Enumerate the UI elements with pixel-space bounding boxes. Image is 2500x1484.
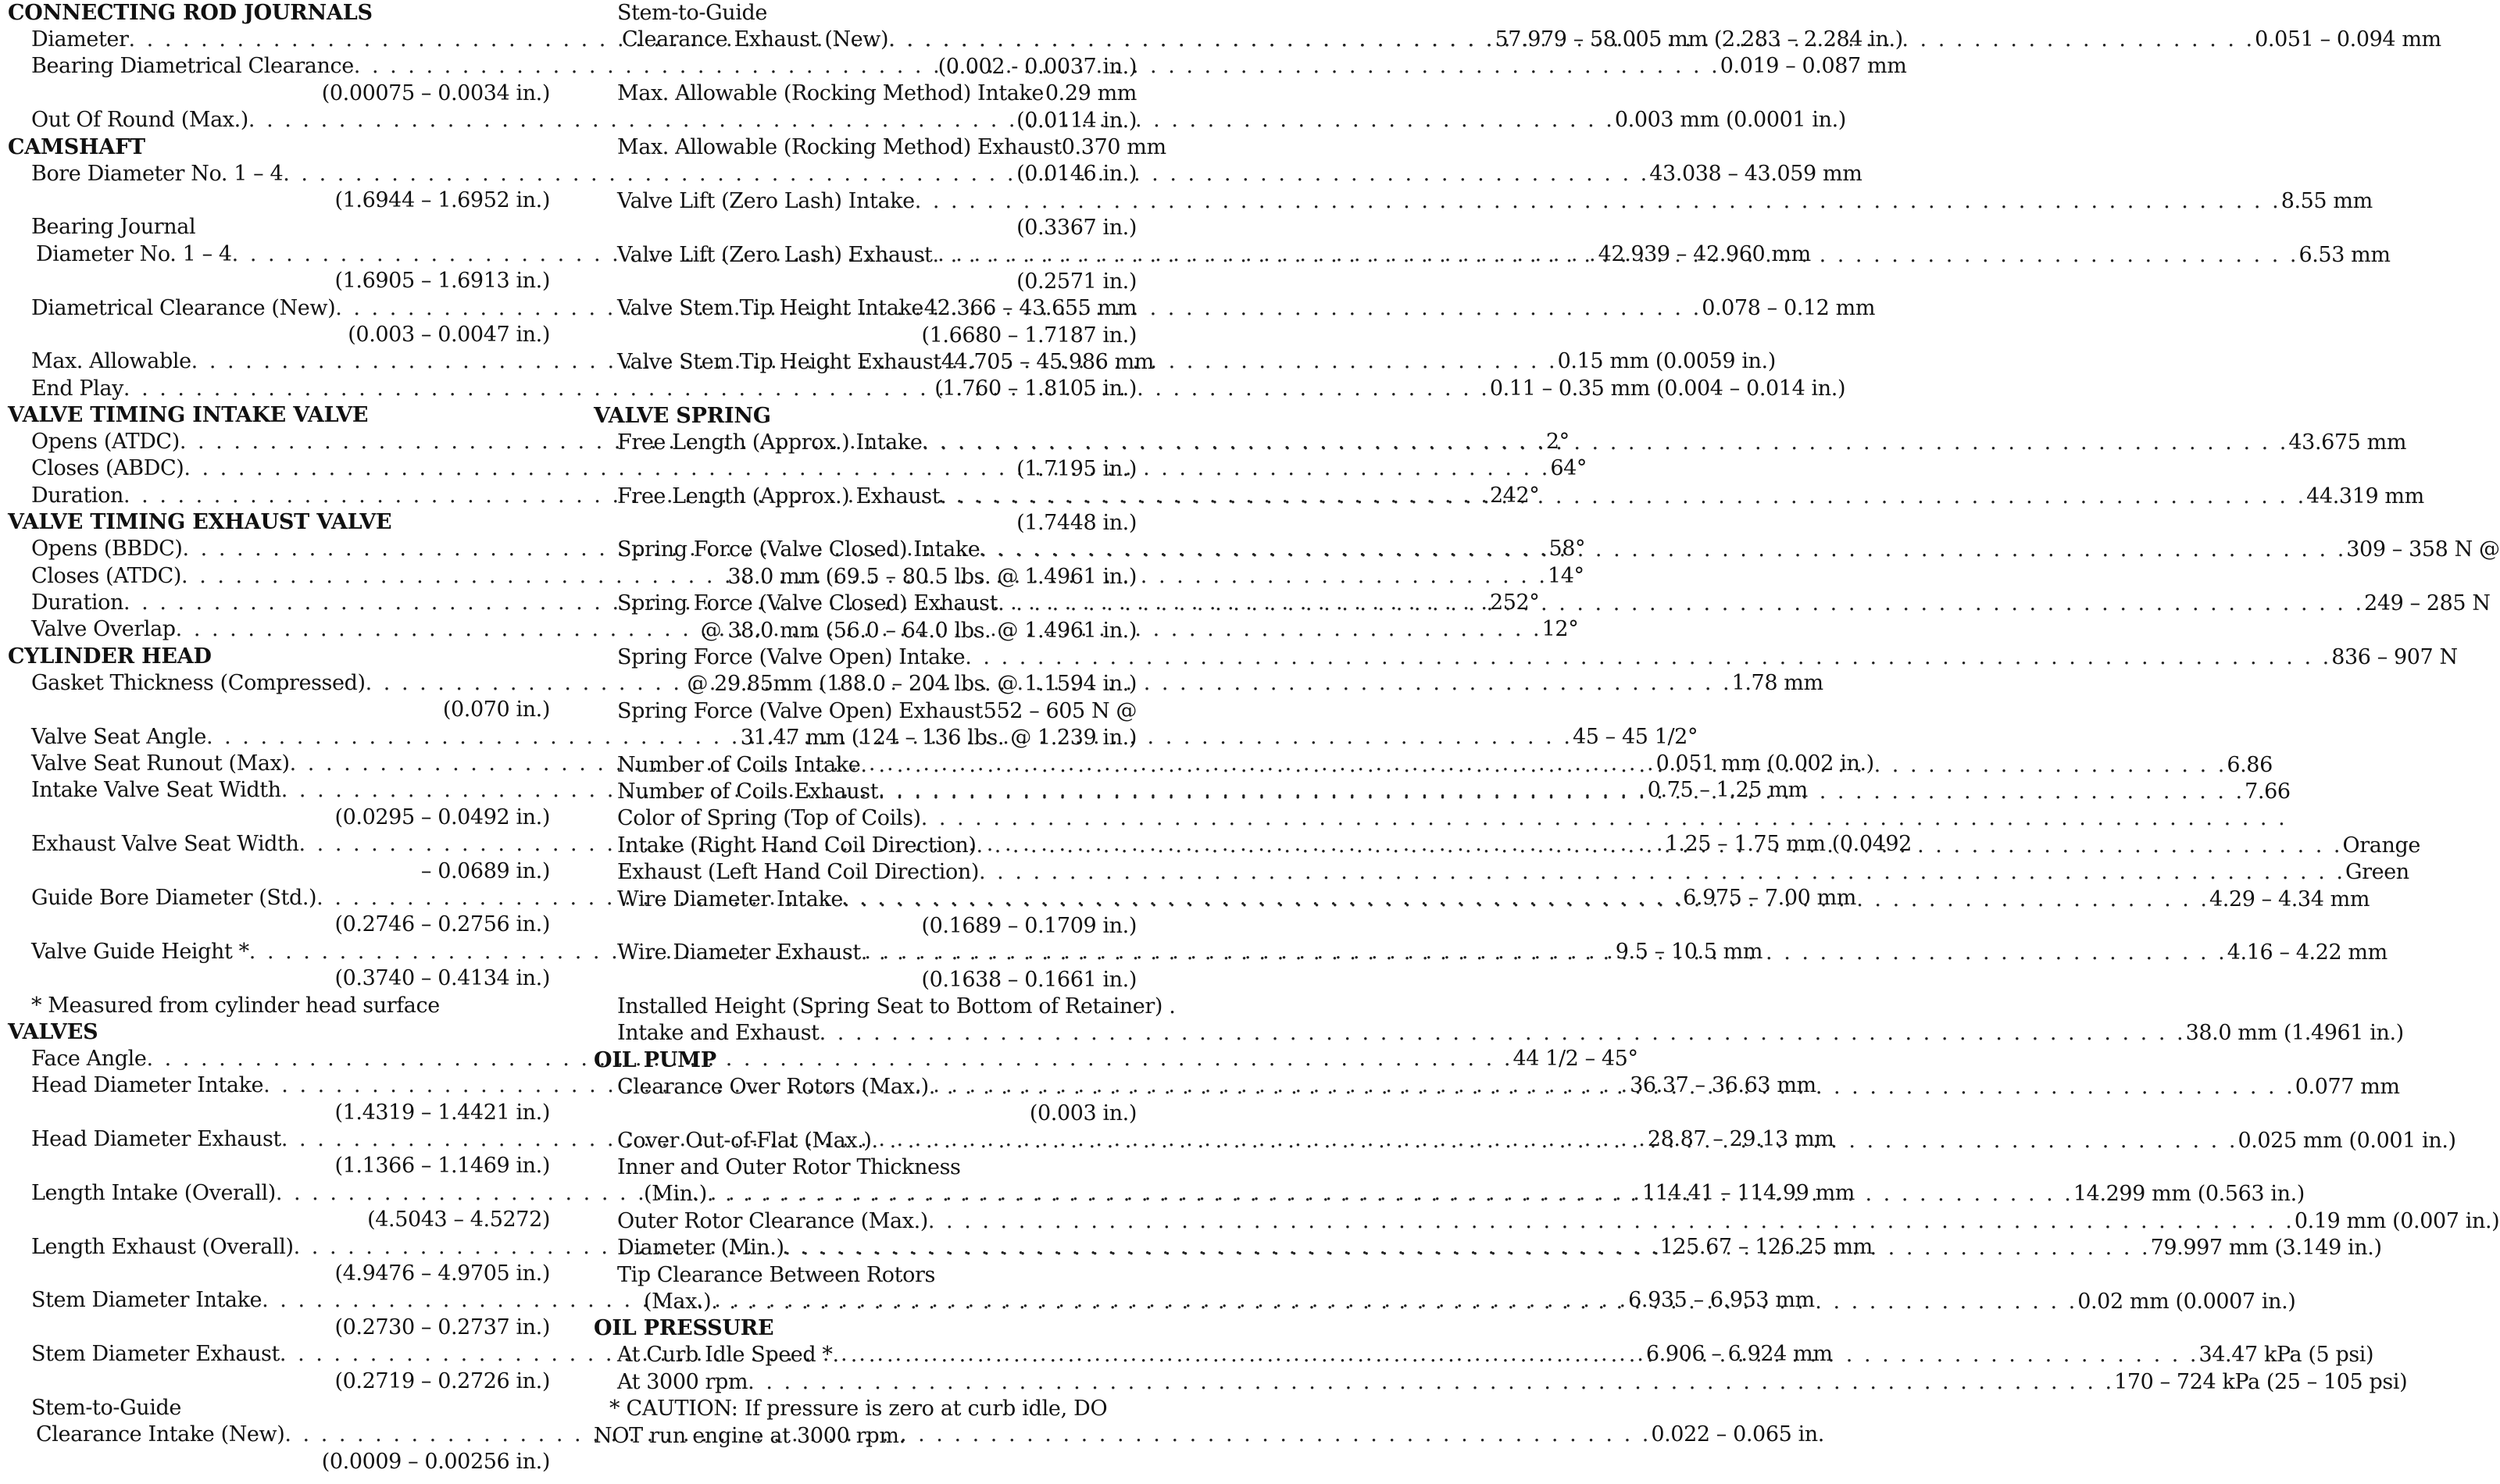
spec-value: 249 – 285 N	[2364, 591, 2491, 616]
spec-label: Stem Diameter Exhaust	[31, 1342, 280, 1367]
spec-label: Valve Lift (Zero Lash) Intake	[617, 188, 915, 213]
spec-continuation: (4.9476 – 4.9705 in.)	[334, 1261, 550, 1286]
spec-label: Tip Clearance Between Rotors	[617, 1262, 935, 1287]
section-title: VALVES	[8, 1019, 98, 1044]
spec-color	[617, 805, 1137, 832]
spec-value: 0.019 – 0.087 mm	[1720, 54, 1907, 79]
spec-label: End Play	[31, 376, 123, 401]
spec-value: 0.19 mm (0.007 in.)	[2294, 1208, 2500, 1233]
spec-label: Length Exhaust (Overall)	[31, 1234, 294, 1259]
spec-label: Duration	[31, 590, 123, 615]
spec-label: Valve Seat Runout (Max)	[31, 751, 290, 776]
section-title: OIL PRESSURE	[594, 1316, 774, 1341]
spec-label: Spring Force (Valve Closed) Intake	[617, 537, 980, 562]
spec-continuation: (0.0114 in.)	[1016, 108, 1137, 133]
spec-continuation: (0.1638 – 0.1661 in.)	[921, 967, 1137, 992]
spec-label: Valve Lift (Zero Lash) Exhaust	[617, 242, 933, 267]
spec-value: 44.319 mm	[2306, 483, 2424, 508]
spec-label: Valve Overlap	[31, 617, 176, 642]
spec-label: Clearance Exhaust (New)	[622, 27, 889, 52]
spec-value: 0.003 mm (0.0001 in.)	[1614, 108, 1846, 133]
spec-value: 8.55 mm	[2280, 188, 2373, 213]
spec-value: 4.16 – 4.22 mm	[2227, 940, 2388, 965]
spec-continuation: (0.0146 in.)	[1016, 162, 1137, 187]
spec-label: Guide Bore Diameter (Std.)	[31, 885, 317, 910]
spec-value: 42.939 – 42.960 mm	[1598, 241, 1811, 266]
section-title: CAMSHAFT	[8, 134, 145, 159]
spec-label: At 3000 rpm	[617, 1369, 748, 1394]
spec-label: Bearing Diametrical Clearance	[31, 54, 354, 79]
spec-label: Clearance Intake (New)	[36, 1422, 285, 1447]
spec-value: 79.997 mm (3.149 in.)	[2150, 1236, 2382, 1261]
spec-rocking-exhaust	[617, 134, 1166, 188]
spec-value: 0.022 – 0.065 in.	[1651, 1422, 1824, 1447]
spec-value: 0.025 mm (0.001 in.)	[2238, 1128, 2456, 1153]
spec-continuation: (0.003 – 0.0047 in.)	[348, 322, 550, 347]
spec-value: 36.37 – 36.63 mm	[1630, 1073, 1816, 1098]
spec-value: 45 – 45 1/2°	[1572, 724, 1698, 749]
spec-label: Spring Force (Valve Open) Exhaust	[617, 698, 984, 723]
spec-label: Gasket Thickness (Compressed)	[31, 670, 366, 695]
spec-label: Number of Coils Intake	[617, 752, 861, 777]
spec-lift-intake	[617, 188, 2373, 242]
spec-label: Free Length (Approx.) Exhaust	[617, 483, 941, 508]
spec-value: 9.5 – 10.5 mm	[1615, 939, 1763, 964]
spec-continuation: (0.0295 – 0.0492 in.)	[334, 804, 550, 829]
spec-value: 0.051 mm (0.002 in.)	[1655, 751, 1874, 776]
spec-value: 0.11 – 0.35 mm (0.004 – 0.014 in.)	[1489, 376, 1846, 401]
spec-value: 0.078 – 0.12 mm	[1702, 295, 1876, 320]
spec-label: Valve Stem Tip Height Intake	[617, 296, 923, 321]
spec-value: 1.25 – 1.75 mm (0.0492	[1665, 832, 1912, 857]
spec-value: 6.906 – 6.924 mm	[1645, 1342, 1833, 1367]
spec-label: Outer Rotor Clearance (Max.)	[617, 1208, 928, 1233]
spec-label: Closes (ATDC)	[31, 563, 182, 588]
spec-label: Valve Seat Angle	[31, 724, 206, 749]
spec-label: Exhaust (Left Hand Coil Direction)	[617, 860, 979, 885]
spec-continuation: (0.003 in.)	[1029, 1101, 1137, 1126]
spec-label: Bearing Journal	[31, 215, 196, 240]
section-title: VALVE TIMING EXHAUST VALVE	[8, 510, 392, 535]
spec-label: Valve Stem Tip Height Exhaust	[617, 350, 941, 375]
spec-continuation: (1.7195 in.)	[1016, 457, 1137, 482]
spec-label: Exhaust Valve Seat Width	[31, 832, 299, 857]
spec-tip-intake	[617, 295, 1137, 349]
spec-3000-rpm	[617, 1369, 2408, 1396]
spec-label: Clearance Over Rotors (Max.)	[617, 1074, 929, 1099]
spec-value: 6.975 – 7.00 mm	[1683, 885, 1857, 910]
spec-label: Diameter No. 1 – 4	[36, 241, 232, 266]
spec-label: Cover Out-of-Flat (Max.)	[617, 1128, 872, 1153]
spec-label: Stem-to-Guide	[617, 1, 767, 25]
spec-value: Orange	[2342, 833, 2420, 858]
spec-label: Max. Allowable (Rocking Method) Intake	[617, 81, 1044, 106]
spec-continuation: (0.2746 – 0.2756 in.)	[334, 912, 550, 937]
spec-label: Head Diameter Intake	[31, 1073, 264, 1098]
section-title: VALVE TIMING INTAKE VALVE	[8, 403, 369, 428]
spec-force-open-exhaust	[617, 698, 1137, 752]
spec-continuation: @ 38.0 mm (56.0 – 64.0 lbs. @ 1.4961 in.)	[700, 618, 1137, 643]
spec-continuation: (0.3740 – 0.4134 in.)	[334, 966, 550, 991]
spec-continuation: (1.6905 – 1.6913 in.)	[334, 269, 550, 294]
section-title: CONNECTING ROD JOURNALS	[8, 1, 373, 25]
spec-value: 14.299 mm (0.563 in.)	[2073, 1182, 2305, 1207]
spec-label: Installed Height (Spring Seat to Bottom of Retainer) .	[617, 994, 1176, 1019]
spec-continuation: (0.0009 – 0.00256 in.)	[321, 1449, 550, 1474]
spec-value: 6.86	[2227, 752, 2273, 777]
spec-value: 42.366 – 43.655 mm	[923, 296, 1137, 321]
spec-value: 0.02 mm (0.0007 in.)	[2077, 1289, 2296, 1314]
section-title: CYLINDER HEAD	[8, 644, 212, 669]
spec-value: 34.47 kPa (5 psi)	[2198, 1343, 2374, 1368]
spec-value: 6.935 – 6.953 mm	[1628, 1288, 1815, 1313]
footnote-text: * Measured from cylinder head surface	[31, 993, 440, 1018]
spec-value: 44 1/2 – 45°	[1512, 1046, 1638, 1071]
spec-label: Spring Force (Valve Open) Intake	[617, 644, 966, 669]
spec-value: 7.66	[2245, 779, 2291, 804]
spec-label: Diametrical Clearance (New)	[31, 295, 336, 320]
spec-label: Bore Diameter No. 1 – 4	[31, 161, 284, 186]
spec-value: 57.979 – 58.005 mm (2.283 – 2.284 in.)	[1495, 27, 1903, 52]
spec-value: 4.29 – 4.34 mm	[2209, 886, 2370, 911]
spec-value: 114.41 – 114.99 mm	[1641, 1180, 1855, 1205]
spec-value: 0.077 mm	[2295, 1074, 2400, 1099]
spec-continuation: (0.2571 in.)	[1016, 269, 1137, 294]
spec-label: Spring Force (Valve Closed) Exhaust	[617, 591, 998, 616]
caution-note-continued: NOT run engine at 3000 rpm.	[594, 1423, 905, 1448]
spec-value: 309 – 358 N @	[2346, 537, 2500, 562]
spec-continuation: (1.760 – 1.8105 in.)	[934, 376, 1137, 401]
spec-value: 0.370 mm	[1061, 134, 1166, 159]
spec-continuation: (1.4319 – 1.4421 in.)	[334, 1100, 550, 1125]
spec-continuation: (0.070 in.)	[442, 697, 550, 722]
spec-installed-height	[617, 993, 2404, 1047]
spec-continuation: (1.6944 – 1.6952 in.)	[334, 187, 550, 212]
spec-value: 552 – 605 N @	[983, 698, 1137, 723]
spec-label: At Curb Idle Speed *	[617, 1343, 833, 1368]
spec-label: Inner and Outer Rotor Thickness	[617, 1155, 961, 1180]
footnote	[31, 993, 550, 1019]
spec-value: 0.15 mm (0.0059 in.)	[1557, 349, 1776, 374]
spec-tip-exhaust	[617, 349, 1154, 403]
spec-outer-clearance	[617, 1208, 2500, 1235]
spec-label: Opens (BBDC)	[31, 537, 183, 562]
spec-force-closed-intake	[617, 537, 2500, 590]
spec-label: Length Intake (Overall)	[31, 1180, 276, 1205]
spec-continuation: (1.1366 – 1.1469 in.)	[334, 1154, 550, 1179]
spec-label: Max. Allowable (Rocking Method) Exhaust	[617, 134, 1062, 159]
section-title: OIL PUMP	[594, 1047, 716, 1072]
spec-value: 836 – 907 N	[2331, 644, 2458, 669]
spec-label: Stem Diameter Intake	[31, 1288, 262, 1313]
spec-label: Intake (Right Hand Coil Direction)	[617, 833, 977, 858]
spec-value: 28.87 – 29.13 mm	[1647, 1127, 1834, 1152]
spec-continuation: @ 29.85mm (188.0 – 204 lbs. @ 1.1594 in.)	[687, 672, 1137, 697]
spec-value: 43.038 – 43.059 mm	[1649, 161, 1862, 186]
spec-label: Intake Valve Seat Width	[31, 778, 281, 803]
spec-value: 242°	[1489, 483, 1540, 508]
spec-continuation: – 0.0689 in.)	[420, 858, 550, 883]
spec-value: 12°	[1541, 617, 1579, 642]
spec-value: 43.675 mm	[2288, 430, 2407, 455]
spec-value: 14°	[1548, 563, 1584, 588]
spec-continuation: (0.2730 – 0.2737 in.)	[334, 1315, 550, 1340]
spec-continuation: (1.6680 – 1.7187 in.)	[921, 323, 1137, 348]
spec-label: Valve Guide Height *	[31, 939, 249, 964]
caution-note: * CAUTION: If pressure is zero at curb idle, DO	[609, 1397, 1108, 1422]
spec-label: Out Of Round (Max.)	[31, 108, 248, 133]
spec-value: 125.67 – 126.25 mm	[1659, 1234, 1873, 1259]
spec-label: Opens (ATDC)	[31, 430, 180, 455]
spec-color-exhaust	[617, 859, 2409, 886]
spec-label: Free Length (Approx.) Intake	[617, 430, 923, 455]
spec-continuation: (0.3367 in.)	[1016, 216, 1137, 241]
spec-label: Duration	[31, 483, 123, 508]
spec-value: 38.0 mm (1.4961 in.)	[2185, 1021, 2404, 1046]
spec-value: 6.53 mm	[2298, 242, 2391, 267]
spec-value: 2°	[1545, 430, 1570, 455]
spec-value: Green	[2345, 860, 2409, 885]
spec-label: (Max.)	[644, 1289, 712, 1314]
section-title: VALVE SPRING	[594, 403, 771, 428]
spec-value: 0.29 mm	[1045, 81, 1137, 106]
spec-value: 58°	[1548, 537, 1586, 562]
spec-value: 0.75 – 1.25 mm	[1647, 778, 1808, 803]
spec-continuation: (4.5043 – 4.5272)	[367, 1208, 550, 1233]
spec-label: Number of Coils Exhaust	[617, 779, 879, 804]
spec-label: Closes (ABDC)	[31, 456, 184, 481]
spec-value: 0.051 – 0.094 mm	[2255, 27, 2441, 52]
spec-continuation: (1.7448 in.)	[1016, 511, 1137, 536]
spec-label: Wire Diameter Intake	[617, 886, 844, 911]
spec-value: 170 – 724 kPa (25 – 105 psi)	[2114, 1369, 2408, 1394]
spec-continuation: (0.2719 – 0.2726 in.)	[334, 1368, 550, 1393]
spec-label: Diameter (Min.)	[617, 1236, 784, 1261]
spec-label: Intake and Exhaust	[617, 1021, 820, 1046]
spec-continuation: 38.0 mm (69.5 – 80.5 lbs. @ 1.4961 in.)	[727, 564, 1137, 589]
spec-label: (Min.)	[644, 1182, 707, 1207]
spec-continuation: 31.47 mm (124 – 136 lbs. @ 1.239 in.)	[740, 726, 1137, 751]
spec-continuation: (0.002 - 0.0037 in.)	[938, 54, 1137, 79]
spec-value: 252°	[1489, 590, 1540, 615]
spec-value: 1.78 mm	[1731, 670, 1823, 695]
spec-label: Color of Spring (Top of Coils)	[617, 806, 921, 831]
spec-label: Face Angle	[31, 1046, 147, 1071]
spec-label: Diameter	[31, 27, 129, 52]
spec-label: Wire Diameter Exhaust	[617, 940, 861, 965]
spec-label: Max. Allowable	[31, 349, 191, 374]
spec-label: Stem-to-Guide	[31, 1395, 181, 1420]
spec-continuation: (0.00075 – 0.0034 in.)	[321, 80, 550, 105]
spec-label: Head Diameter Exhaust	[31, 1127, 281, 1152]
spec-rocking-intake	[617, 80, 1137, 134]
spec-value: 64°	[1550, 456, 1587, 481]
spec-continuation: (0.1689 – 0.1709 in.)	[921, 913, 1137, 938]
spec-value: 44.705 – 45.986 mm	[941, 350, 1154, 375]
